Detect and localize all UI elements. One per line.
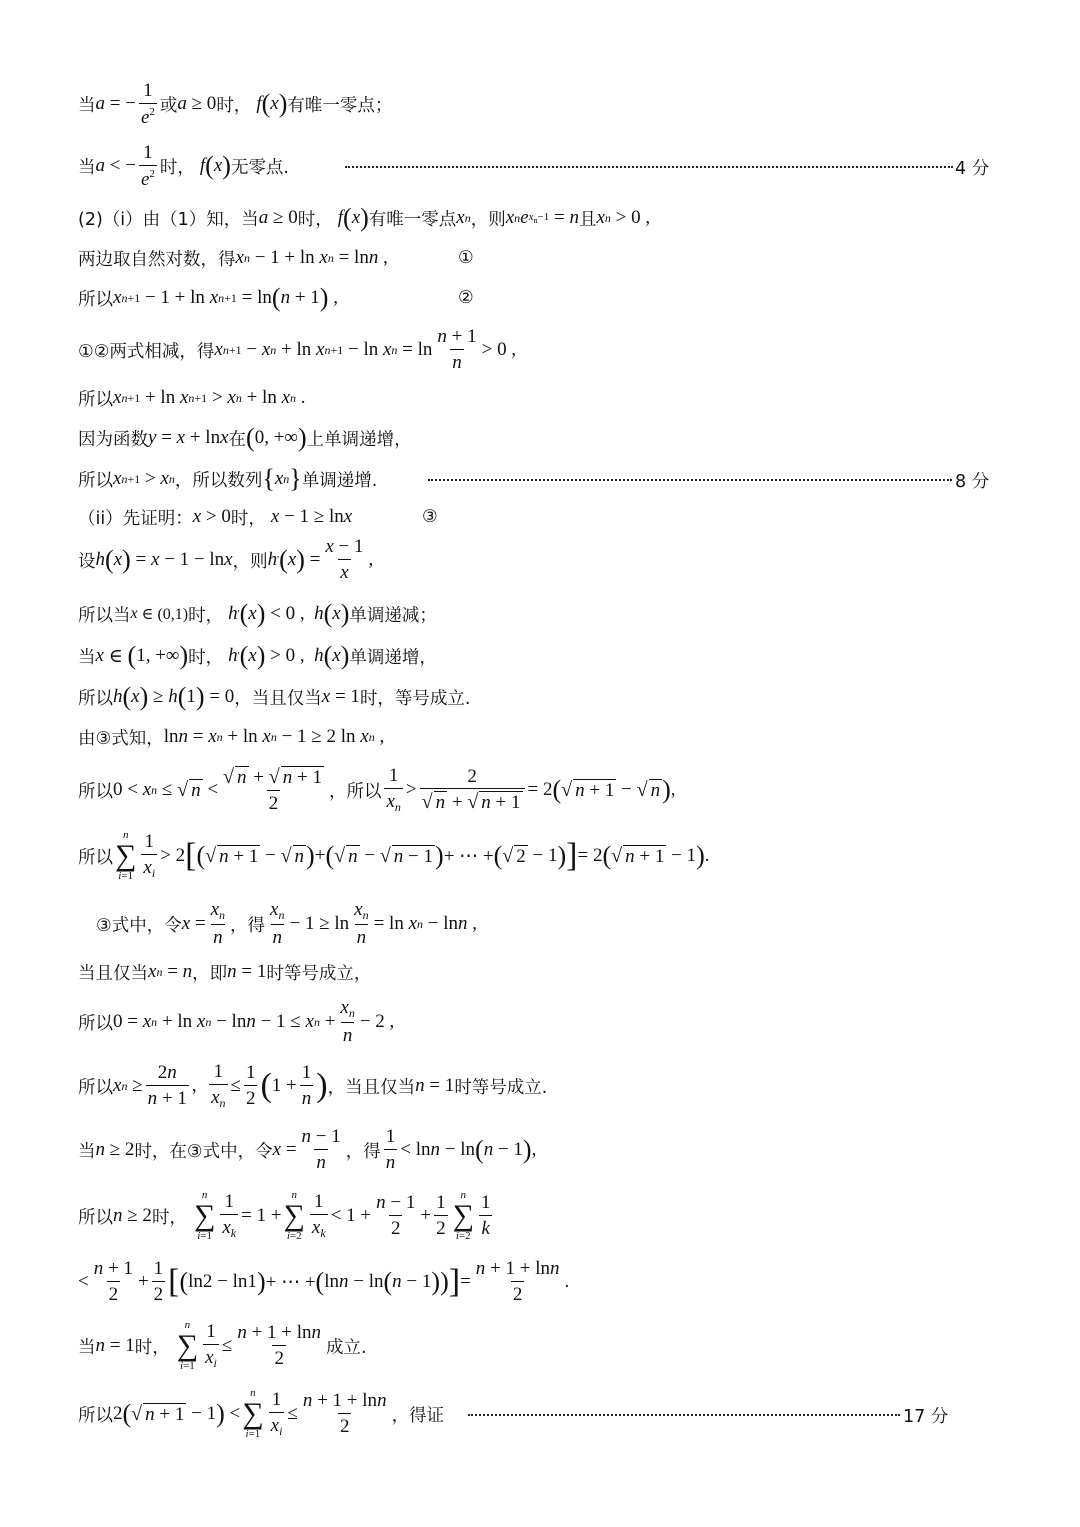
text: ，所以数列	[174, 470, 263, 491]
score-4: 4 分	[955, 159, 990, 179]
text: 所以	[78, 289, 113, 310]
line-18: ③式中，令 x = $x_n$ n ，得 $x_n$ n − 1 ≥ ln $x_n$ n = ln x n − ln n ,	[96, 899, 478, 948]
text: 时等号成立.	[454, 1077, 548, 1098]
line-1: 当 a = − 1 $e^2$ 或 a ≥ 0 时， f ( x ) 有唯一零点；	[78, 79, 393, 128]
text: 所以	[78, 470, 113, 491]
text: 当且仅当	[78, 963, 148, 984]
score-17: 17 分	[903, 1407, 949, 1427]
text: 由③式知，	[78, 728, 164, 749]
text: 成立.	[326, 1337, 367, 1358]
line-20: 所以 0 = x n + ln x n − ln n − 1 ≤ x n + $x_n$ n − 2 ,	[78, 997, 395, 1046]
text: 设	[78, 551, 96, 572]
text: ，得	[345, 1141, 381, 1162]
score-leader-dots	[428, 479, 952, 481]
text: 或	[159, 95, 178, 116]
line-25: 当 n = 1 时， n ∑ i=1 1 $x_i$ ≤ n + 1 + lnn 2 成立.	[78, 1319, 367, 1372]
text: 当	[78, 647, 96, 668]
text: 单调递减；	[349, 605, 437, 626]
text: 且	[578, 209, 597, 230]
text: 所以	[78, 389, 113, 410]
text: (2)（i）由（1）知，当	[78, 209, 259, 230]
line-21: 所以 x n ≥ 2n n + 1 , 1 $x_n$ ≤ 1 2 ( 1 + 1 n ) ，当且仅当 n = 1 时等号成立.	[78, 1061, 548, 1111]
text: 因为函数	[78, 429, 148, 450]
text: 时等号成立，	[266, 963, 372, 984]
text: 时，在③式中，令	[134, 1141, 273, 1162]
line-11: 设 h ( x ) = x − 1 − ln x ，则 h ' ( x ) = x − 1 x ,	[78, 536, 374, 583]
score-8: 8 分	[955, 472, 990, 492]
line-14: 所以 h ( x ) ≥ h ( 1 ) = 0 ，当且仅当 x = 1 时，等号成立.	[78, 682, 471, 711]
line-22: 当 n ≥ 2 时，在③式中，令 x = n − 1 n ，得 1 n < ln n − ln ( n − 1 ) ,	[78, 1126, 537, 1173]
equation-label-3: ③	[422, 506, 438, 526]
text: 所以	[78, 1013, 113, 1034]
text: 时，	[216, 95, 252, 116]
line-24: < n + 1 2 + 1 2 [ ( ln2 − ln1 ) + ⋯ + ( ln n − ln ( n − 1 ) ) ] = n + 1 + lnn 2 .	[78, 1258, 570, 1305]
text: ，即	[192, 963, 228, 984]
text: 所以	[78, 1405, 113, 1426]
line-2: 当 a < − 1 $e^2$ 时， f ( x ) 无零点.	[78, 141, 290, 190]
line-26: 所以 2 ( √ n + 1 − 1 ) < n ∑ i=1 1 $x_i$ ≤ n + 1 + lnn 2 ，得证	[78, 1387, 445, 1440]
line-13: 当 x ∈ ( 1, +∞ ) 时， h ' ( x ) > 0 , h ( x ) 单调递增，	[78, 641, 437, 670]
text: ，则	[232, 551, 268, 572]
equation-label-2: ②	[458, 287, 474, 307]
line-12: 所以当 x ∈ (0,1) 时， h ' ( x ) < 0 , h ( x ) 单调递减；	[78, 599, 437, 628]
line-3: (2)（i）由（1）知，当 a ≥ 0 时， f ( x ) 有唯一零点 x n ，则 x n e $x_n-1$ = n 且 x n > 0 ,	[78, 203, 651, 232]
text: ，当且仅当	[234, 688, 322, 709]
line-19: 当且仅当 x n = n ，即 n = 1 时等号成立，	[78, 961, 372, 984]
text: 当	[78, 1141, 96, 1162]
score-leader-dots	[345, 166, 953, 168]
line-4: 两边取自然对数，得 x n − 1 + ln x n = ln n ,	[78, 247, 388, 270]
text: ①②两式相减，得	[78, 341, 215, 362]
line-7: 所以 x n +1 + ln x n +1 > x n + ln x n .	[78, 387, 306, 410]
text: 时，等号成立.	[359, 688, 471, 709]
text: 当	[78, 157, 96, 178]
line-9: 所以 x n +1 > x n ，所以数列 { x n } 单调递增.	[78, 464, 378, 493]
text: 所以	[78, 688, 113, 709]
text: 当	[78, 1337, 96, 1358]
text: 所以	[78, 847, 113, 868]
line-5: 所以 x n +1 − 1 + ln x n +1 = ln ( n + 1 ) ,	[78, 283, 338, 312]
text: 当	[78, 95, 96, 116]
text: 时，	[134, 1337, 170, 1358]
text: 时，	[188, 605, 224, 626]
score-leader-dots	[468, 1414, 900, 1416]
text: 上单调递增，	[306, 429, 412, 450]
text: 所以	[78, 781, 113, 802]
line-8: 因为函数 y = x + ln x 在 ( 0, +∞ ) 上单调递增，	[78, 423, 412, 452]
text: 单调递增.	[301, 470, 378, 491]
line-10: （ii）先证明： x > 0 时， x − 1 ≥ ln x	[78, 506, 353, 529]
text: 无零点.	[230, 157, 290, 178]
text: 时，	[188, 647, 224, 668]
text: 所以当	[78, 605, 131, 626]
text: ，当且仅当	[327, 1077, 416, 1098]
text: ，则	[470, 209, 506, 230]
text: ，得证	[391, 1405, 445, 1426]
text: 时，	[230, 508, 266, 529]
line-16: 所以 0 < x n ≤ √ n < √ n + √ n + 1 2 ，所以 1 $x_n$ > 2 √ n + √ n + 1 = 2 ( √ n + 1 − √ n ) ,	[78, 765, 676, 815]
text: 所以	[78, 1077, 113, 1098]
text: 有唯一零点；	[287, 95, 393, 116]
text: ，所以	[328, 781, 382, 802]
text: （ii）先证明：	[78, 508, 193, 529]
text: ，得	[230, 915, 266, 936]
text: 在	[228, 429, 247, 450]
line-6: ①②两式相减，得 x n +1 − x n + ln x n +1 − ln x n = ln n + 1 n > 0 ,	[78, 326, 517, 373]
line-15: 由③式知， ln n = x n + ln x n − 1 ≥ 2 ln x n ,	[78, 726, 385, 749]
text: 所以	[78, 1207, 113, 1228]
text: 时，	[151, 1207, 187, 1228]
text: 时，	[297, 209, 333, 230]
line-23: 所以 n ≥ 2 时， n ∑ i=1 1 $x_k$ = 1 + n ∑ i=2 1 $x_k$ < 1 + n − 1 2 + 1 2 n ∑ i=2 1 k	[78, 1189, 491, 1242]
text: 两边取自然对数，得	[78, 249, 236, 270]
equation-label-1: ①	[458, 247, 474, 267]
text: 单调递增，	[349, 647, 437, 668]
text: 有唯一零点	[368, 209, 457, 230]
text: 时，	[159, 157, 195, 178]
line-17: 所以 n ∑ i=1 1 $x_i$ > 2 [ ( √ n + 1 − √ n ) + ( √ n − √ n − 1 ) + ⋯ + ( √ 2 − 1 ) ] = 2 ( √ n + 1 − 1 ) .	[78, 829, 710, 882]
text: ③式中，令	[96, 915, 182, 936]
